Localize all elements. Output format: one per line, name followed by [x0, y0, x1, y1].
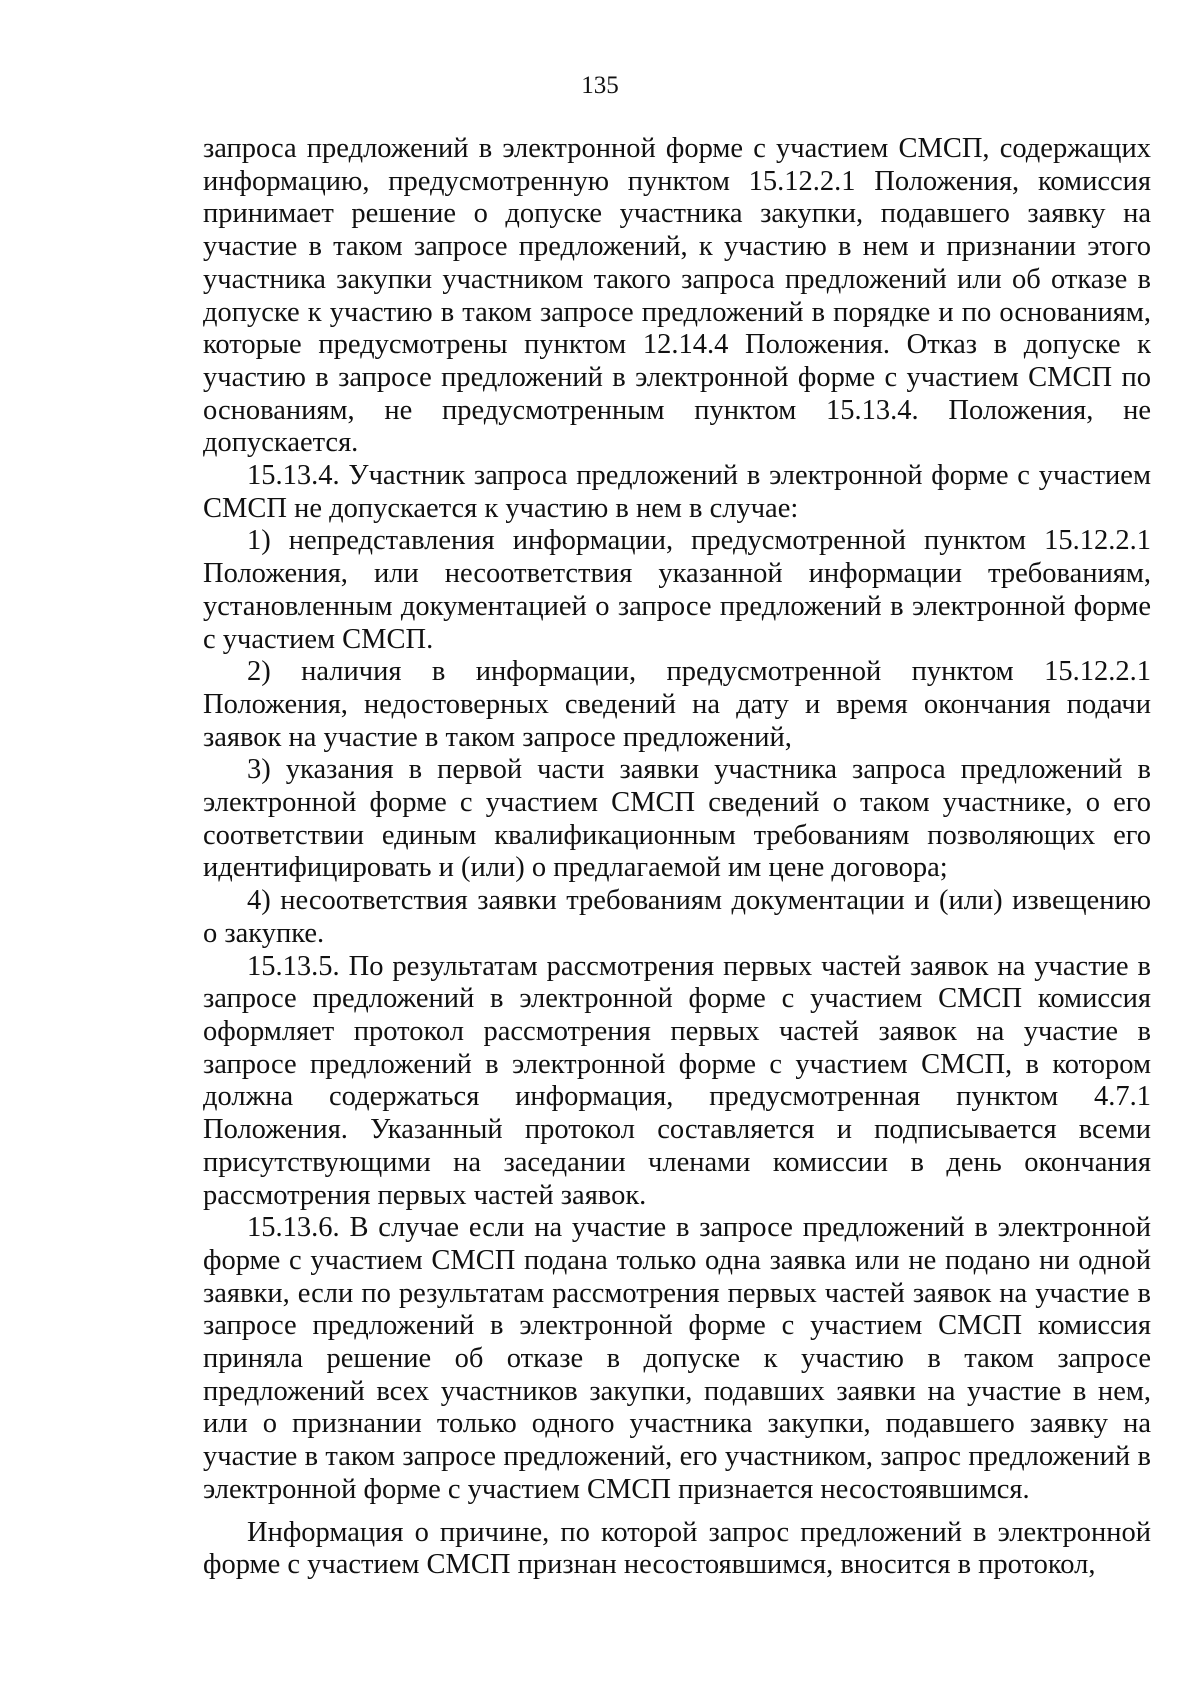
paragraph-15-13-6: 15.13.6. В случае если на участие в запросе предложений в электронной форме с участием СМСП подана только одна заявка или не подано ни одной заявки, если по результатам рассмотрения первых частей заявок на участие в запросе предложений в электронной форме с участием СМСП комиссия приняла решение об отказе в допуске к участию в таком запросе предложений всех участников закупки, подавших заявки на участие в нем, или о признании только одного участника закупки, подавшего заявку на участие в таком запросе предложений, его участником, запрос предложений в электронной форме с участием СМСП признается несостоявшимся.: [203, 1212, 1151, 1505]
list-item-3: 3) указания в первой части заявки участника запроса предложений в электронной форме с участием СМСП сведений о таком участнике, о его соответствии единым квалификационным требованиям позволяющих его идентифицировать и (или) о предлагаемой им цене договора;: [203, 754, 1151, 884]
paragraph-continuation: запроса предложений в электронной форме с участием СМСП, содержащих информацию, предусмотренную пунктом 15.12.2.1 Положения, комиссия принимает решение о допуске участника закупки, подавшего заявку на участие в таком запросе предложений, к участию в нем и признании этого участника закупки участником такого запроса предложений или об отказе в допуске к участию в таком запросе предложений в порядке и по основаниям, которые предусмотрены пунктом 12.14.4 Положения. Отказ в допуске к участию в запросе предложений в электронной форме с участием СМСП по основаниям, не предусмотренным пунктом 15.13.4. Положения, не допускается.: [203, 133, 1151, 459]
paragraph-15-13-4: 15.13.4. Участник запроса предложений в электронной форме с участием СМСП не допускается к участию в нем в случае:: [203, 460, 1151, 524]
list-item-1: 1) непредставления информации, предусмотренной пунктом 15.12.2.1 Положения, или несоответствия указанной информации требованиям, установленным документацией о запросе предложений в электронной форме с участием СМСП.: [203, 525, 1151, 655]
page-number: 135: [581, 72, 619, 99]
list-item-4: 4) несоответствия заявки требованиям документации и (или) извещению о закупке.: [203, 885, 1151, 949]
list-item-2: 2) наличия в информации, предусмотренной пунктом 15.12.2.1 Положения, недостоверных сведений на дату и время окончания подачи заявок на участие в таком запросе предложений,: [203, 656, 1151, 753]
paragraph-information: Информация о причине, по которой запрос предложений в электронной форме с участием СМСП признан несостоявшимся, вносится в протокол,: [203, 1516, 1151, 1581]
paragraph-15-13-5: 15.13.5. По результатам рассмотрения первых частей заявок на участие в запросе предложений в электронной форме с участием СМСП комиссия оформляет протокол рассмотрения первых частей заявок на участие в запросе предложений в электронной форме с участием СМСП, в котором должна содержаться информация, предусмотренная пунктом 4.7.1 Положения. Указанный протокол составляется и подписывается всеми присутствующими на заседании членами комиссии в день окончания рассмотрения первых частей заявок.: [203, 950, 1151, 1211]
document-body: [203, 133, 1151, 1582]
